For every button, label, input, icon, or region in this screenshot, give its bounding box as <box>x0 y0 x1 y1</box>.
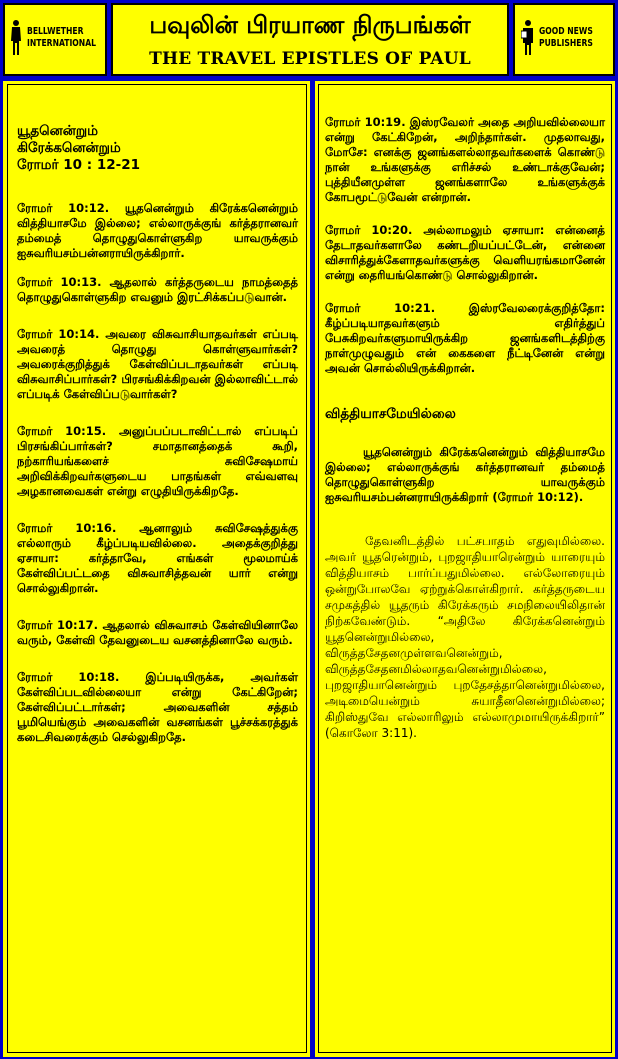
section-heading: வித்தியாசமேயில்லை <box>325 406 456 422</box>
heading-line3: ரோமர் 10 : 12-21 <box>17 157 140 173</box>
title-box <box>111 3 509 76</box>
right-logo-line2: PUBLISHERS <box>539 38 593 49</box>
page-header <box>3 3 615 76</box>
verse-16: ரோமர் 10:16. ஆனாலும் சுவிசேஷத்துக்கு எல்லாரும் கீழ்ப்படியவில்லை. அதைக்குறித்து ஏசாயா: கர்த்தாவே, எங்கள் மூலமாய்க் கேள்விப்பட்டதை விசுவாசித்தவன் யார் என்று சொல்லுகிறான். <box>17 521 298 595</box>
verse-19: ரோமர் 10:19. இஸ்ரவேலர் அதை அறியவில்லையா என்று கேட்கிறேன், அறிந்தார்கள். முதலாவது, மோசே: எனக்கு ஜனங்களல்லாதவர்களைக் கொண்டு நான் உங்களுக்கு எரிச்சல் உண்டாக்குவேன்; புத்தியீனமுள்ள ஜனங்களாலே உங்களுக்குக் கோபமூட்டுவேன் என்றான். <box>325 115 605 204</box>
verse-12: ரோமர் 10:12. யூதனென்றும் கிரேக்கனென்றும் வித்தியாசமே இல்லை; எல்லாருக்குங் கர்த்தரானவர் தம்மைத் தொழுதுகொள்ளுகிற யாவருக்கும் ஐசுவரியசம்பன்னராயிருக்கிறார். <box>17 201 298 260</box>
verse-17: ரோமர் 10:17. ஆதலால் விசுவாசம் கேள்வியினாலே வரும், கேள்வி தேவனுடைய வசனத்தினாலே வரும். <box>17 618 298 647</box>
english-title: THE TRAVEL EPISTLES OF PAUL <box>149 49 471 69</box>
left-column-frame <box>7 84 307 1053</box>
verse-15: ரோமர் 10:15. அனுப்பப்படாவிட்டால் எப்படிப் பிரசங்கிப்பார்கள்? சமாதானத்தைக் கூறி, நற்காரியங்களைச் சுவிசேஷமாய் அறிவிக்கிறவர்களுடைய பாதங்கள் எவ்வளவு அழகானவைகள் என்று எழுதியிருக்கிறதே. <box>17 424 298 498</box>
right-column-frame <box>318 84 612 1053</box>
left-column <box>3 81 310 1057</box>
right-column <box>315 81 615 1057</box>
verse-20: ரோமர் 10:20. அல்லாமலும் ஏசாயா: என்னைத் தேடாதவர்களாலே கண்டறியப்பட்டேன், என்னை விசாரித்துக்கேளாதவர்களுக்கு வெளியரங்கமானேன் என்று தைரியங்கொண்டு சொல்லுகிறான். <box>325 223 605 282</box>
tamil-title: பவுலின் பிரயாண நிருபங்கள் <box>149 11 471 39</box>
verse-21: ரோமர் 10:21. இஸ்ரவேலரைக்குறித்தோ: கீழ்ப்படியாதவர்களும் எதிர்த்துப் பேசுகிறவர்களுமாயிருக்கிற ஜனங்களிடத்திற்கு நாள்முழுவதும் என் கைகளை நீட்டினேன் என்று அவன் சொல்லியிருக்கிறான். <box>325 301 605 375</box>
commentary: தேவனிடத்தில் பட்சபாதம் எதுவுமில்லை. அவர் யூதரென்றும், புறஜாதியாரென்றும் யாரையும் வித்தியாசம் பார்ப்பதுமில்லை. எல்லோரையும் ஒன்றுபோலவே ஏற்றுக்கொள்கிறார். கர்த்தருடைய சமுகத்தில் யூதரும் கிரேக்கரும் சமநிலையிலிதான் நிற்கவேண்டும். “அதிலே கிரேக்கனென்றும் யூதனென்றுமில்லை, விருத்தசேதனமுள்ளவனென்றும், விருத்தசேதனமில்லாதவனென்றுமில்லை, புறஜாதியானென்றும் புறதேசத்தானென்றுமில்லை, அடிமையென்றும் சுயாதீனனென்றுமில்லை; கிறிஸ்துவே எல்லாரிலும் எல்லாமுமாயிருக்கிறார்” (கொலோ 3:11). <box>325 534 605 740</box>
verse-13: ரோமர் 10:13. ஆதலால் கர்த்தருடைய நாமத்தைத் தொழுதுகொள்ளுகிற எவனும் இரட்சிக்கப்படுவான். <box>17 275 298 304</box>
bellwether-logo-box <box>3 3 107 76</box>
verse-14: ரோமர் 10:14. அவரை விசுவாசியாதவர்கள் எப்படி அவரைத் தொழுது கொள்ளுவார்கள்? அவரைக்குறித்துக் கேள்விப்படாதவர்கள் எப்படி விசுவாசிப்பார்கள்? பிரசங்கிக்கிறவன் இல்லாவிட்டால் எப்படிக் கேள்விப்படுவார்கள்? <box>17 327 298 401</box>
good-news-logo <box>521 19 602 57</box>
book-figure-icon <box>521 19 535 57</box>
heading-line2: கிரேக்கனென்றும் <box>17 140 121 156</box>
passage-heading <box>17 123 298 174</box>
left-logo-line2: INTERNATIONAL <box>27 38 96 49</box>
bellwether-logo <box>9 19 108 57</box>
good-news-logo-box <box>513 3 615 76</box>
heading-line1: யூதனென்றும் <box>17 123 99 139</box>
verse-18: ரோமர் 10:18. இப்படியிருக்க, அவர்கள் கேள்விப்படவில்லையா என்று கேட்கிறேன்; கேள்விப்பட்டார்கள்; அவைகளின் சத்தம் பூமியெங்கும் அவைகளின் வசனங்கள் பூச்சக்கரத்துக் கடைசிவரைக்கும் செல்லுகிறதே. <box>17 670 298 744</box>
section-verse: யூதனென்றும் கிரேக்கனென்றும் வித்தியாசமே இல்லை; எல்லாருக்குங் கர்த்தரானவர் தம்மைத் தொழுதுகொள்ளுகிற யாவருக்கும் ஐசுவரியசம்பன்னராயிருக்கிறார் (ரோமர் 10:12). <box>325 445 605 504</box>
right-logo-line1: GOOD NEWS <box>539 26 593 37</box>
figure-icon <box>9 19 23 57</box>
left-logo-line1: BELLWETHER <box>27 26 84 37</box>
